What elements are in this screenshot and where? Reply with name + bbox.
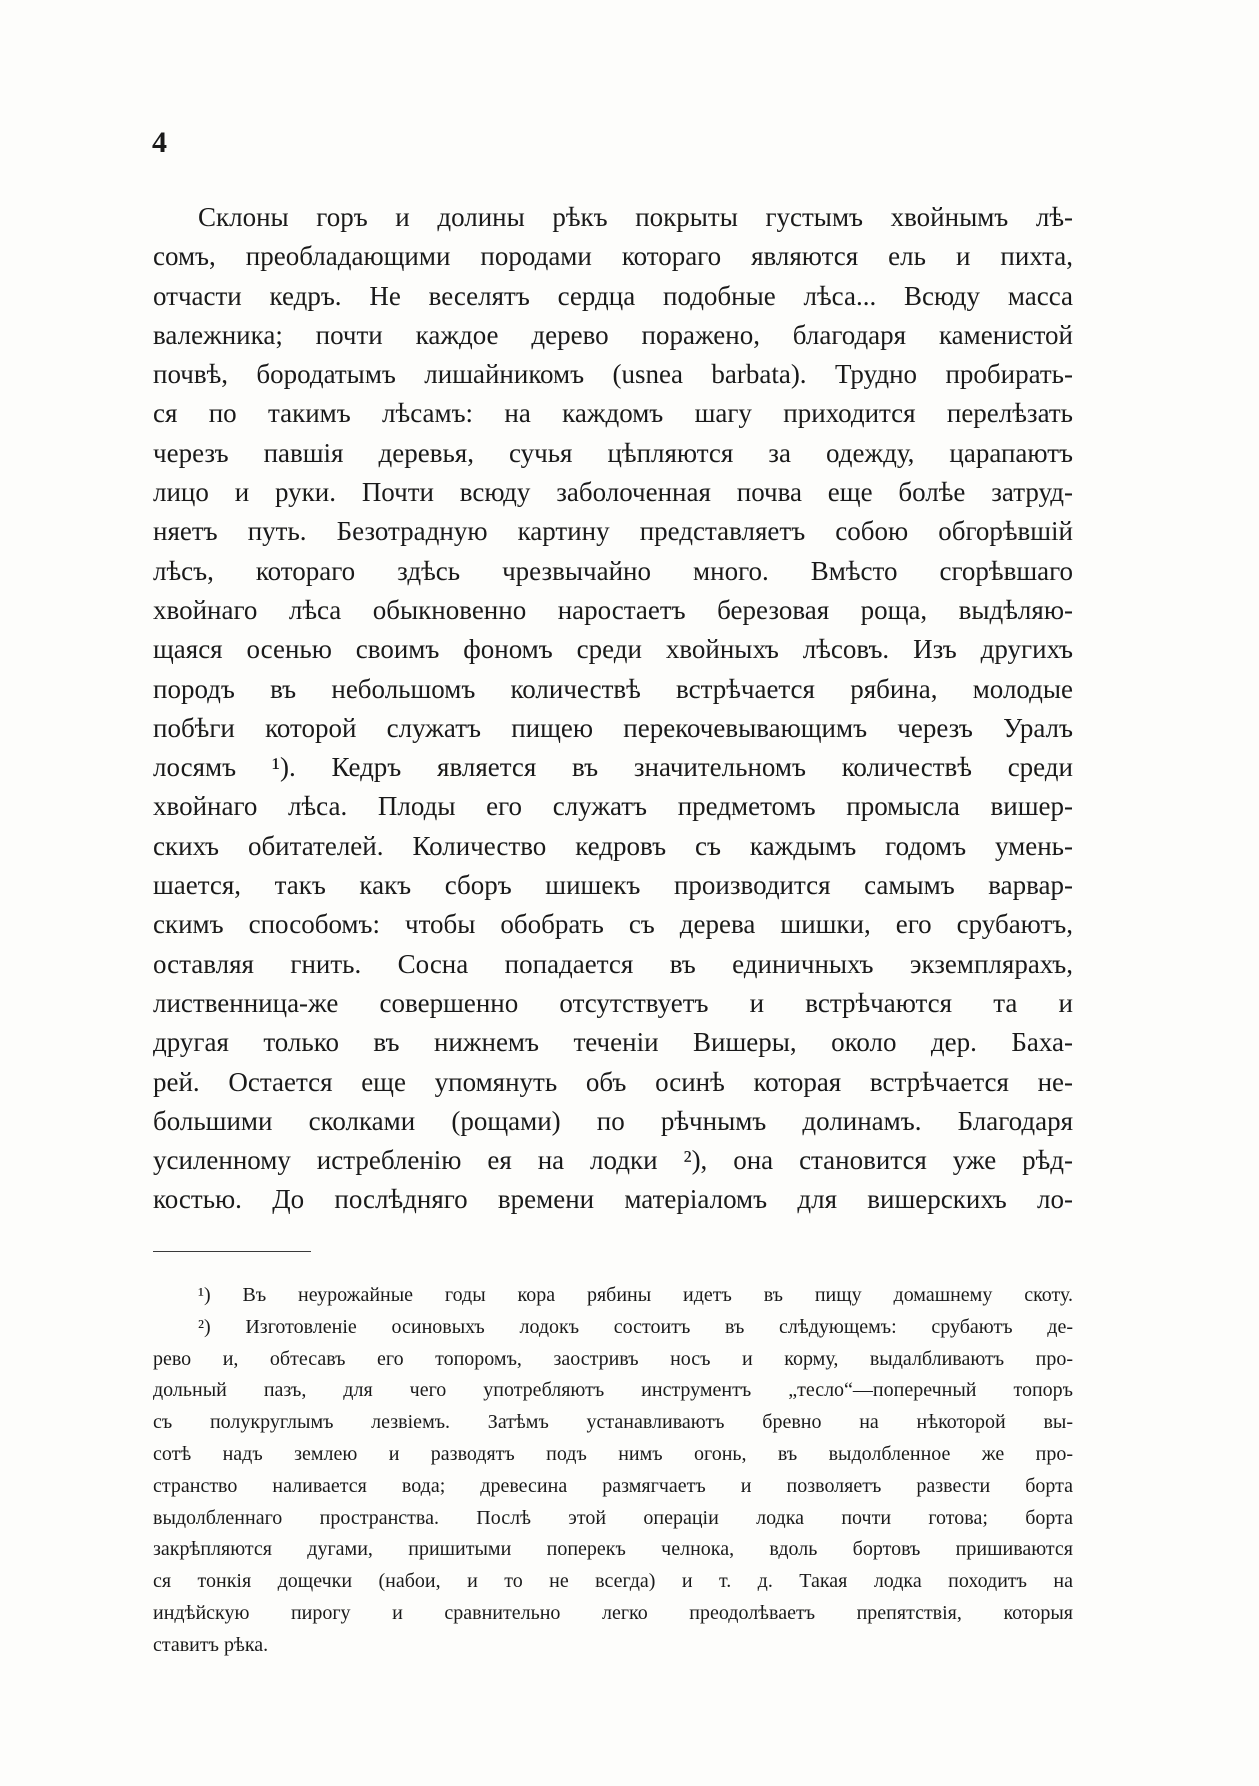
text-line: костью. До послѣдняго времени матеріаломъ для вишерскихъ ло- <box>153 1184 1073 1215</box>
text-line: шается, такъ какъ сборъ шишекъ производится самымъ варвар- <box>153 870 1073 901</box>
text-line: черезъ павшія деревья, сучья цѣпляются за одежду, царапаютъ <box>153 437 1073 468</box>
text-line: лѣсъ, котораго здѣсь чрезвычайно много. Вмѣсто сгорѣвшаго <box>153 555 1073 586</box>
text-line: почвѣ, бородатымъ лишайникомъ (usnea barbata). Трудно пробирать- <box>153 359 1073 390</box>
text-line: сомъ, преобладающими породами котораго являются ель и пихта, <box>153 241 1073 272</box>
text-line: усиленному истребленію ея на лодки ²), она становится уже рѣд- <box>153 1145 1073 1176</box>
text-line: скихъ обитателей. Количество кедровъ съ каждымъ годомъ умень- <box>153 830 1073 861</box>
text-line: лицо и руки. Почти всюду заболоченная почва еще болѣе затруд- <box>153 477 1073 508</box>
footnote-line: сотѣ надъ землею и разводятъ подъ нимъ огонь, въ выдолбленное же про- <box>153 1442 1073 1465</box>
text-line: лиственница-же совершенно отсутствуетъ и встрѣчаются та и <box>153 987 1073 1018</box>
footnote-line: индѣйскую пирогу и сравнительно легко преодолѣваетъ препятствія, которыя <box>153 1601 1073 1624</box>
text-line: щаяся осенью своимъ фономъ среди хвойныхъ лѣсовъ. Изъ другихъ <box>153 634 1073 665</box>
text-line: хвойнаго лѣса обыкновенно наростаетъ березовая роща, выдѣляю- <box>153 594 1073 625</box>
footnote-line: странство наливается вода; древесина размягчаетъ и позволяетъ развести борта <box>153 1474 1073 1497</box>
footnote-line: съ полукруглымъ лезвіемъ. Затѣмъ устанавливаютъ бревно на нѣкоторой вы- <box>153 1411 1073 1434</box>
footnote-separator <box>153 1251 311 1252</box>
text-line: оставляя гнить. Сосна попадается въ единичныхъ экземплярахъ, <box>153 948 1073 979</box>
text-line: Склоны горъ и долины рѣкъ покрыты густымъ хвойнымъ лѣ- <box>198 202 1073 232</box>
text-line: побѣги которой служатъ пищею перекочевывающимъ черезъ Уралъ <box>153 712 1073 743</box>
footnote-line: ²) Изготовленіе осиновыхъ лодокъ состоитъ въ слѣдующемъ: срубаютъ де- <box>198 1315 1073 1338</box>
text-line: хвойнаго лѣса. Плоды его служатъ предметомъ промысла вишер- <box>153 791 1073 822</box>
footnote-line: ся тонкія дощечки (набои, и то не всегда) и т. д. Такая лодка походитъ на <box>153 1570 1073 1593</box>
footnote-line: дольный пазъ, для чего употребляютъ инструментъ „тесло“—поперечный топоръ <box>153 1379 1073 1402</box>
footnote-line: рево и, обтесавъ его топоромъ, заостривъ носъ и корму, выдалбливаютъ про- <box>153 1347 1073 1370</box>
text-line: скимъ способомъ: чтобы обобрать съ дерева шишки, его срубаютъ, <box>153 909 1073 940</box>
main-text <box>153 198 1073 1220</box>
footnote-line: выдолбленнаго пространства. Послѣ этой операціи лодка почти готова; борта <box>153 1506 1073 1529</box>
footnote-line: закрѣпляются дугами, пришитыми поперекъ челнока, вдоль бортовъ пришиваются <box>153 1538 1073 1561</box>
text-line: ся по такимъ лѣсамъ: на каждомъ шагу приходится перелѣзать <box>153 398 1073 429</box>
text-line: валежника; почти каждое дерево поражено, благодаря каменистой <box>153 319 1073 350</box>
text-line: большими сколками (рощами) по рѣчнымъ долинамъ. Благодаря <box>153 1105 1073 1136</box>
text-line: рей. Остается еще упомянуть объ осинѣ которая встрѣчается не- <box>153 1066 1073 1097</box>
footnotes <box>153 1280 1073 1662</box>
page-number: 4 <box>152 126 167 159</box>
text-line: другая только въ нижнемъ теченіи Вишеры, около дер. Баха- <box>153 1027 1073 1058</box>
text-line: породъ въ небольшомъ количествѣ встрѣчается рябина, молодые <box>153 673 1073 704</box>
text-line: лосямъ ¹). Кедръ является въ значительномъ количествѣ среди <box>153 752 1073 783</box>
text-line: отчасти кедръ. Не веселятъ сердца подобные лѣса... Всюду масса <box>153 280 1073 311</box>
text-line: няетъ путь. Безотрадную картину представляетъ собою обгорѣвшій <box>153 516 1073 547</box>
footnote-line: ¹) Въ неурожайные годы кора рябины идетъ въ пищу домашнему скоту. <box>198 1284 1073 1306</box>
footnote-line: ставитъ рѣка. <box>153 1633 269 1656</box>
